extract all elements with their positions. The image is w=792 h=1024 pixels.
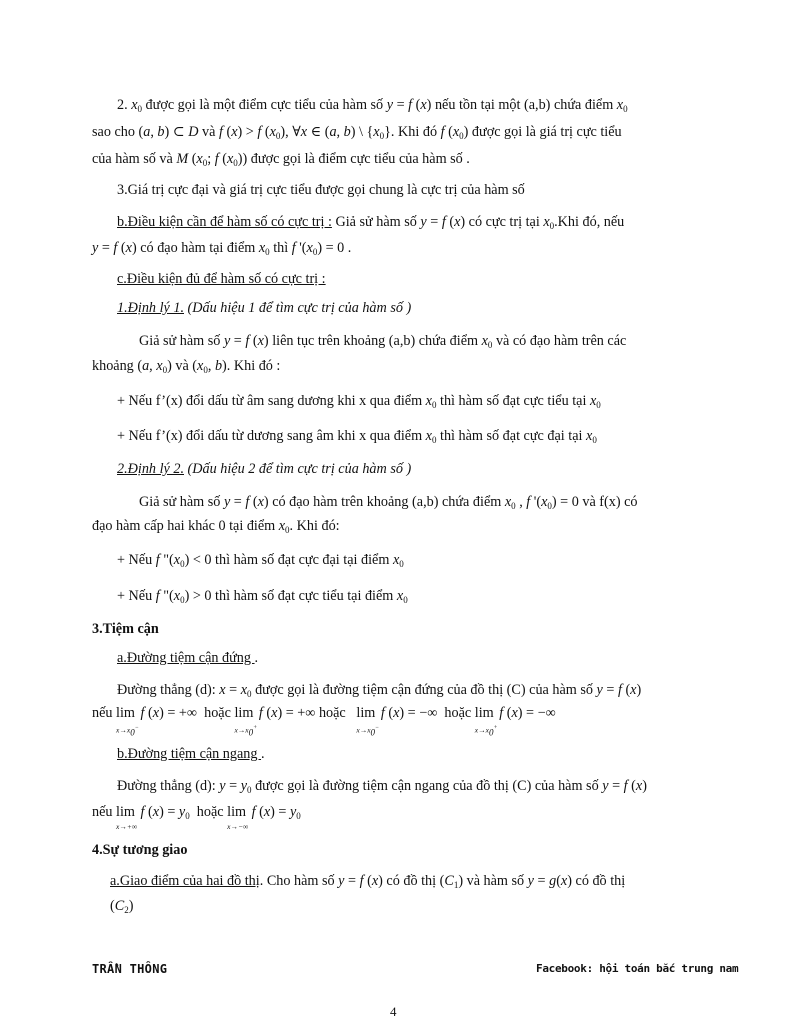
theorem-2-heading: 2.Định lý 2. (Dấu hiệu 2 để tìm cực trị của hàm số ): [117, 461, 412, 477]
section-3a-line2: nếu lim $x\to x_0^-$ f (x) = +∞ hoặc lim $x\to x_0^+$ f (x) = +∞ hoặc lim $x\to x_0^-$ f (x) = −∞ hoặc lim $x\to x_0^+$ f (x) = −∞: [92, 705, 556, 738]
section-3b-line1: Đường thẳng (d): $y = y_0$ được gọi là đường tiệm cận ngang của đồ thị (C) của hàm số y = f (x): [117, 778, 647, 795]
footer-facebook: Facebook: hội toán bắc trung nam: [536, 962, 739, 975]
section-3a-line1: Đường thẳng (d): $x = x_0$ được gọi là đường tiệm cận đứng của đồ thị (C) của hàm số y = f (x): [117, 682, 642, 699]
section-b-heading: b.Điều kiện cần để hàm số có cực trị :: [117, 214, 332, 230]
para-min-point-line3: của hàm số và M ($x_0$; f $(x_0)$) được gọi là điểm cực tiểu của hàm số .: [92, 151, 470, 168]
theorem-2-line1: Giả sử hàm số y = f (x) có đạo hàm trên khoảng (a,b) chứa điểm $x_0$ , f '$(x_0) = 0$ và f(x) có: [139, 494, 638, 511]
theorem-2-line2: đạo hàm cấp hai khác 0 tại điểm $x_0$. Khi đó:: [92, 518, 340, 535]
theorem-2-case1: + Nếu f "$(x_0) < 0$ thì hàm số đạt cực đại tại điểm $x_0$: [117, 552, 404, 569]
section-b-line1: b.Điều kiện cần để hàm số có cực trị : Giả sử hàm số y = f (x) có cực trị tại $x_0.Khi$ đó, nếu: [117, 214, 625, 231]
footer-author: TRẦN THÔNG: [92, 962, 168, 976]
section-3a-heading: a.Đường tiệm cận đứng .: [117, 650, 259, 666]
para-extrema-definition: 3.Giá trị cực đại và giá trị cực tiểu được gọi chung là cực trị của hàm số: [117, 182, 525, 198]
theorem-1-heading: 1.Định lý 1. (Dấu hiệu 1 để tìm cực trị của hàm số ): [117, 300, 412, 316]
section-3b-line2: nếu lim x→+∞ f $(x) = y_0$ hoặc lim x→−∞ f $(x) = y_0$: [92, 804, 301, 831]
section-3b-heading: b.Đường tiệm cận ngang .: [117, 746, 265, 762]
theorem-1-case1: + Nếu f’(x) đổi dấu từ âm sang dương khi x qua điểm $x_0$ thì hàm số đạt cực tiểu tại $x_0$: [117, 393, 601, 410]
section-4-heading: 4.Sự tương giao: [92, 842, 188, 858]
section-3-heading: 3.Tiệm cận: [92, 621, 159, 637]
theorem-1-case2: + Nếu f’(x) đổi dấu từ dương sang âm khi x qua điểm $x_0$ thì hàm số đạt cực đại tại $x_0$: [117, 428, 597, 445]
page-number: 4: [390, 1004, 397, 1019]
section-4a-line2: $(C_2)$: [110, 898, 134, 915]
theorem-1-line2: khoảng (a, $x_0$) và ($x_0$, b). Khi đó :: [92, 358, 281, 375]
section-4a-heading: a.Giao điểm của hai đồ thị: [110, 873, 260, 889]
section-b-line2: y = f (x) có đạo hàm tại điểm $x_0$ thì f '$(x_0) = 0$ .: [92, 240, 352, 257]
theorem-2-case2: + Nếu f "$(x_0) > 0$ thì hàm số đạt cực tiểu tại điểm $x_0$: [117, 588, 408, 605]
para-min-point-line1: 2. $x_0$ được gọi là một điểm cực tiểu của hàm số y = f (x) nếu tồn tại một (a,b) chứa điểm $x_0$: [117, 97, 628, 114]
section-c-heading: c.Điều kiện đủ để hàm số có cực trị :: [117, 271, 326, 287]
theorem-1-line1: Giả sử hàm số y = f (x) liên tục trên khoảng (a,b) chứa điểm $x_0$ và có đạo hàm trên các: [139, 333, 627, 350]
section-4a-line1: a.Giao điểm của hai đồ thị. Cho hàm số y = f (x) có đồ thị $(C_1)$ và hàm số y = g(x) có đồ thị: [110, 873, 626, 890]
para-min-point-line2: sao cho (a, b) ⊂ D và f (x) > f $(x_0)$, ∀x ∈ (a, b) \ $\{x_0\}$. Khi đó f $(x_0)$ được gọi là giá trị cực tiểu: [92, 124, 622, 141]
